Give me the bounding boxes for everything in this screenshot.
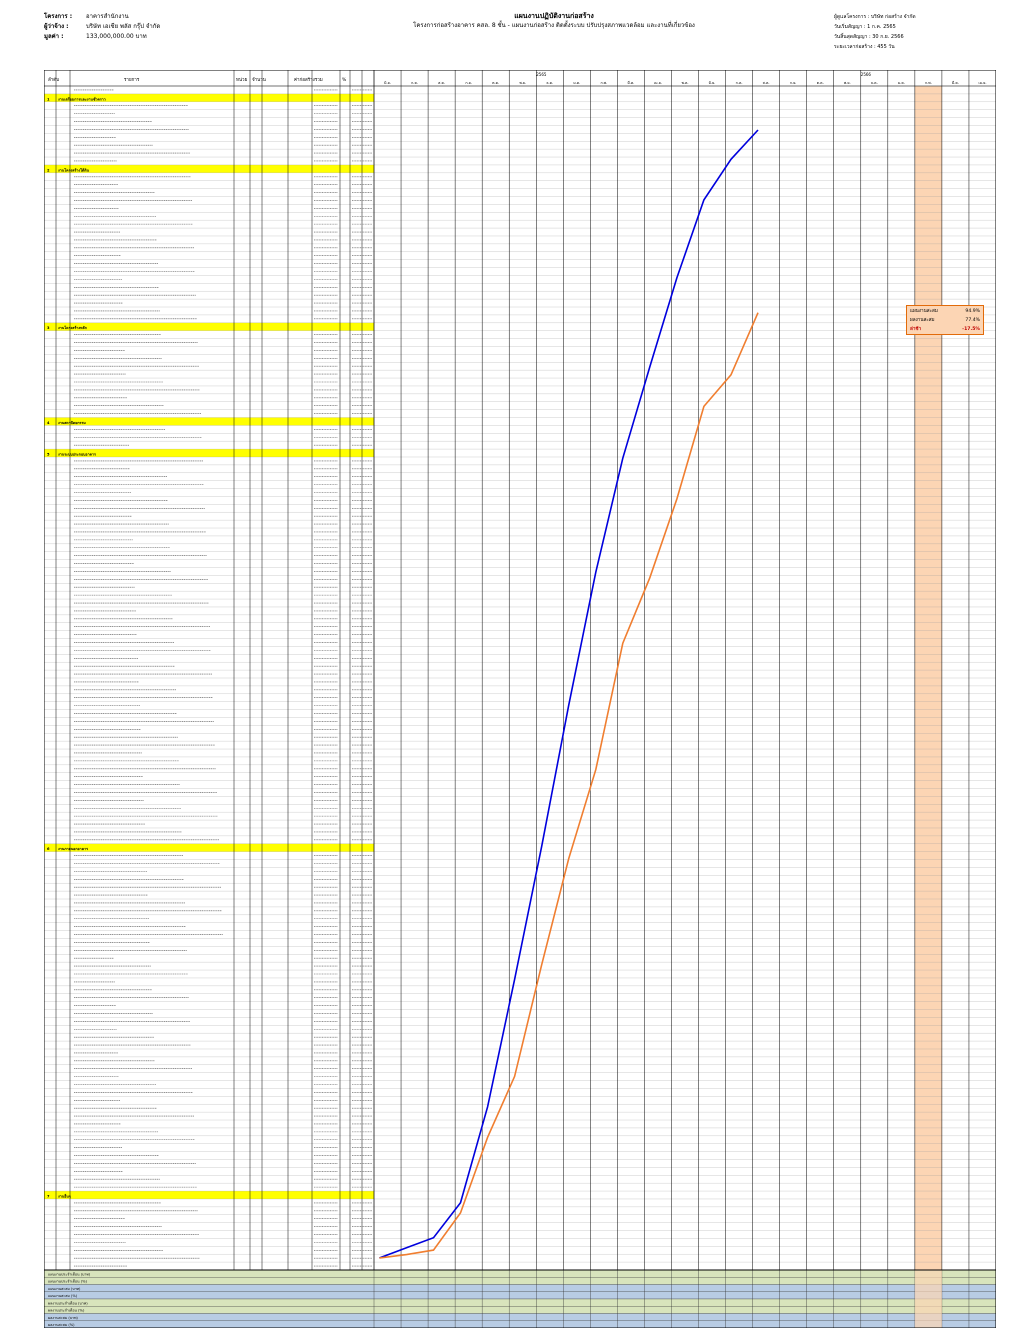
contract-info	[834, 12, 994, 52]
footer-row	[44, 1314, 996, 1321]
month-label: พ.ค.	[681, 81, 689, 85]
progress-legend	[906, 305, 984, 335]
section-name: งานเตรียมการและงานชั่วคราว	[58, 97, 106, 102]
col-qty-header: จำนวน	[252, 78, 266, 83]
section-name: งานระบบประกอบอาคาร	[58, 452, 96, 457]
month-label: ก.พ.	[924, 81, 932, 85]
month-label: มี.ค.	[951, 81, 959, 85]
footer-row	[44, 1270, 996, 1277]
section-name: งานโครงสร้างใต้ดิน	[58, 168, 90, 173]
contract-manager: ผู้ดูแลโครงการ : บริษัท ก่อสร้าง จำกัด	[834, 14, 916, 20]
legend-delay-value: -17.5%	[962, 327, 980, 332]
section-row	[44, 844, 374, 852]
owner-value: บริษัท เอเชีย พลัส กรุ๊ป จำกัด	[86, 23, 161, 30]
section-number: 1	[47, 97, 50, 102]
footer-row-label: ผลงานสะสม (%)	[48, 1323, 75, 1327]
month-label: ก.ค.	[411, 81, 419, 85]
gantt-sheet	[44, 12, 996, 1328]
amount-label: มูลค่า :	[44, 33, 64, 40]
footer-row	[44, 1292, 996, 1299]
section-row	[44, 1191, 374, 1199]
project-value: อาคารสำนักงาน	[86, 13, 129, 20]
amount-value: 133,000,000.00 บาท	[86, 33, 147, 40]
footer-highlight	[915, 1270, 942, 1328]
month-label: ส.ค.	[438, 81, 446, 85]
month-label: ก.พ.	[600, 81, 608, 85]
col-no-header: ลำดับ	[48, 78, 60, 83]
legend-actual-label: ผลงานสะสม	[910, 318, 935, 323]
month-label: มิ.ย.	[708, 81, 716, 85]
month-label: ต.ค.	[816, 81, 824, 85]
col-wt-header: %	[342, 78, 347, 83]
month-label: ต.ค.	[492, 81, 500, 85]
month-label: ธ.ค.	[870, 81, 878, 85]
col-cost-header: ค่าก่อสร้างรวม	[294, 78, 323, 83]
month-label: ก.ย.	[789, 81, 797, 85]
month-label: ม.ค.	[573, 81, 581, 85]
footer-row	[44, 1277, 996, 1284]
footer-row-label: แผนงานประจำเดือน (บาท)	[48, 1272, 91, 1277]
section-name: งานสถาปัตยกรรม	[58, 420, 86, 425]
month-label: ก.ค.	[735, 81, 743, 85]
footer-row-label: ผลงานประจำเดือน (%)	[48, 1308, 85, 1313]
section-number: 3	[47, 326, 50, 331]
footer-row-label: แผนงานสะสม (%)	[48, 1294, 78, 1298]
footer-row	[44, 1321, 996, 1328]
legend-actual-value: 77.4%	[965, 318, 980, 323]
section-row	[44, 323, 374, 331]
project-label: โครงการ :	[44, 13, 73, 20]
month-label: ม.ค.	[897, 81, 905, 85]
footer-row-label: แผนงานสะสม (บาท)	[48, 1286, 81, 1291]
actual-curve	[379, 313, 758, 1258]
month-label: พ.ย.	[843, 81, 851, 85]
gantt-grid	[44, 70, 996, 1270]
section-number: 2	[47, 168, 50, 173]
contract-end: วันสิ้นสุดสัญญา : 30 ก.ย. 2566	[834, 34, 904, 40]
owner-label: ผู้ว่าจ้าง :	[44, 23, 69, 30]
project-info	[44, 12, 274, 42]
month-label: มิ.ย.	[384, 81, 391, 85]
section-number: 6	[47, 847, 50, 852]
legend-delay-label: ล่าช้า	[910, 327, 922, 332]
month-label: เม.ย.	[978, 81, 987, 85]
sheet-title: แผนงานปฏิบัติงานก่อสร้าง	[514, 12, 594, 20]
contract-duration: ระยะเวลาก่อสร้าง : 455 วัน	[834, 44, 895, 50]
footer-row-label: แผนงานประจำเดือน (%)	[48, 1279, 87, 1284]
month-label: ก.ย.	[465, 81, 472, 85]
footer-row-label: ผลงานประจำเดือน (บาท)	[48, 1301, 88, 1306]
section-name: งานภายนอกอาคาร	[58, 847, 89, 852]
summary-footer	[44, 1270, 996, 1328]
month-label: พ.ย.	[519, 81, 527, 85]
section-name: งานอื่นๆ	[58, 1194, 71, 1199]
year-label-2566: 2566	[860, 72, 871, 77]
col-desc-header: รายการ	[124, 78, 140, 83]
footer-row-label: ผลงานสะสม (บาท)	[48, 1315, 78, 1320]
section-name: งานโครงสร้างหลัก	[58, 326, 87, 331]
section-number: 5	[47, 452, 50, 457]
footer-row	[44, 1306, 996, 1313]
section-number: 7	[47, 1194, 50, 1199]
footer-svg	[44, 1270, 996, 1328]
legend-plan-label: แผนงานสะสม	[910, 309, 938, 314]
footer-row	[44, 1285, 996, 1292]
section-number: 4	[47, 420, 50, 425]
month-label: ส.ค.	[762, 81, 770, 85]
gantt-svg	[44, 70, 996, 1270]
section-row	[44, 165, 374, 173]
footer-row	[44, 1299, 996, 1306]
sheet-title-block	[354, 12, 754, 30]
section-row	[44, 418, 374, 426]
month-label: ธ.ค.	[546, 81, 554, 85]
col-unit-header: หน่วย	[236, 78, 248, 83]
legend-plan-value: 94.9%	[965, 309, 980, 314]
month-label: มี.ค.	[627, 81, 635, 85]
sheet-subtitle: โครงการก่อสร้างอาคาร คสล. 8 ชั้น - แผนงานก่อสร้าง ติดตั้งระบบ ปรับปรุงสภาพแวดล้อม และงานที่เกี่ยวข้อง	[413, 22, 695, 29]
contract-start: วันเริ่มสัญญา : 1 ก.ค. 2565	[834, 24, 896, 30]
year-label-2565: 2565	[536, 72, 547, 77]
month-label: เม.ย.	[653, 81, 662, 85]
